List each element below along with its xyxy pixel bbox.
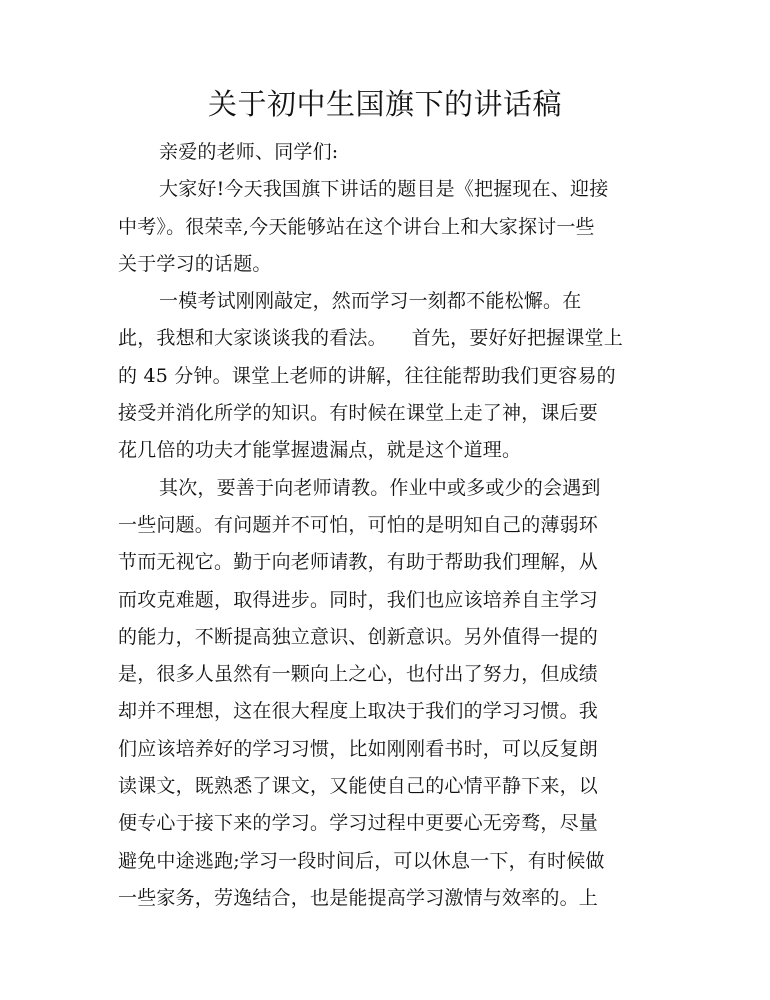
text-line-12: 节而无视它。勤于向老师请教，有助于帮助我们理解，从 — [118, 551, 599, 574]
text-line-11: 一些问题。有问题并不可怕，可怕的是明知自己的薄弱环 — [118, 513, 599, 536]
text-line-13: 而攻克难题，取得进步。同时，我们也应该培养自主学习 — [118, 588, 599, 611]
text-line-16: 却并不理想，这在很大程度上取决于我们的学习习惯。我 — [118, 700, 599, 723]
text-line-19: 便专心于接下来的学习。学习过程中更要心无旁骛，尽量 — [118, 812, 599, 835]
text-line-6: 此，我想和大家谈谈我的看法。 首先，要好好把握课堂上 — [118, 327, 623, 350]
text-line-14: 的能力，不断提高独立意识、创新意识。另外值得一提的 — [118, 625, 599, 648]
text-line-17: 们应该培养好的学习习惯，比如刚刚看书时，可以反复朗 — [118, 737, 599, 760]
document-body — [118, 134, 658, 917]
text-line-2: 大家好!今天我国旗下讲话的题目是《把握现在、迎接 — [159, 178, 609, 201]
text-line-18: 读课文，既熟悉了课文，又能使自己的心情平静下来，以 — [118, 775, 599, 798]
text-line-10: 其次，要善于向老师请教。作业中或多或少的会遇到 — [159, 476, 601, 499]
text-line-7: 的 45 分钟。课堂上老师的讲解，往往能帮助我们更容易的 — [118, 364, 616, 387]
text-line-21: 一些家务，劳逸结合，也是能提高学习激情与效率的。上 — [118, 886, 599, 909]
text-line-9: 花几倍的功夫才能掌握遗漏点，就是这个道理。 — [118, 439, 522, 462]
text-line-3: 中考》。很荣幸,今天能够站在这个讲台上和大家探讨一些 — [118, 215, 595, 238]
text-line-8: 接受并消化所学的知识。有时候在课堂上走了神，课后要 — [118, 402, 599, 425]
document-title: 关于初中生国旗下的讲话稿 — [207, 87, 562, 121]
text-line-5: 一模考试刚刚敲定，然而学习一刻都不能松懈。在 — [159, 290, 582, 313]
text-line-15: 是，很多人虽然有一颗向上之心，也付出了努力，但成绩 — [118, 663, 599, 686]
text-line-20: 避免中途逃跑;学习一段时间后，可以休息一下，有时候做 — [118, 849, 605, 872]
text-line-4: 关于学习的话题。 — [118, 252, 272, 275]
text-line-1: 亲爱的老师、同学们: — [159, 141, 339, 163]
